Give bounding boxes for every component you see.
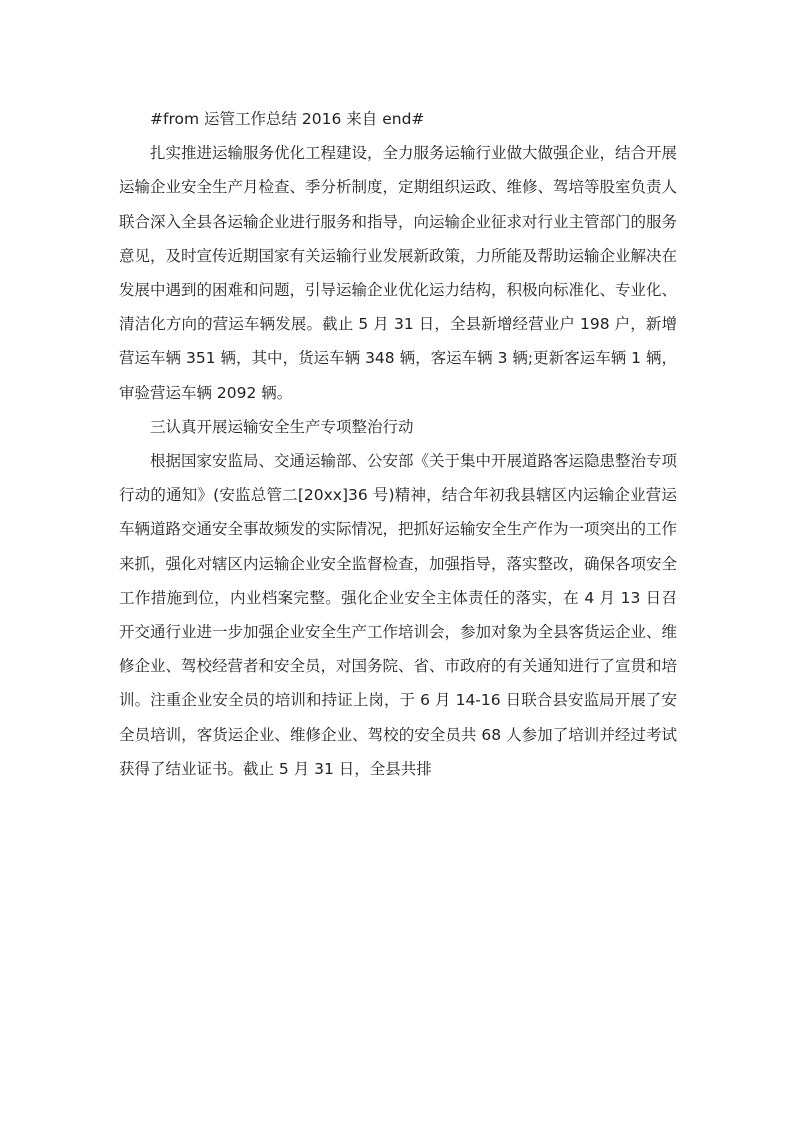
paragraph-transport-service: 扎实推进运输服务优化工程建设，全力服务运输行业做大做强企业，结合开展运输企业安全生产月检查、季分析制度，定期组织运政、维修、驾培等股室负责人联合深入全县各运输企业进行服务和指导，向运输企业征求对行业主管部门的服务意见，及时宣传近期国家有关运输行业发展新政策，力所能及帮助运输企业解决在发展中遇到的困难和问题，引导运输企业优化运力结构，积极向标准化、专业化、清洁化方向的营运车辆发展。截止 5 月 31 日，全县新增经营业户 198 户，新增营运车辆 351 辆，其中，货运车辆 348 辆，客运车辆 3 辆;更新客运车辆 1 辆，审验营运车辆 2092 辆。: [119, 144, 678, 402]
document-body: [119, 102, 677, 786]
section-heading-safety: 三认真开展运输安全生产专项整治行动: [150, 417, 414, 436]
paragraph-safety-rectification: 根据国家安监局、交通运输部、公安部《关于集中开展道路客运隐患整治专项行动的通知》(安监总管二[20xx]36 号)精神，结合年初我县辖区内运输企业营运车辆道路交通安全事故频发的实际情况，把抓好运输安全生产作为一项突出的工作来抓，强化对辖区内运输企业安全监督检查，加强指导，落实整改，确保各项安全工作措施到位，内业档案完整。强化企业安全主体责任的落实，在 4 月 13 日召开交通行业进一步加强企业安全生产工作培训会，参加对象为全县客货运企业、维修企业、驾校经营者和安全员，对国务院、省、市政府的有关通知进行了宣贯和培训。注重企业安全员的培训和持证上岗，于 6 月 14-16 日联合县安监局开展了安全员培训，客货运企业、维修企业、驾校的安全员共 68 人参加了培训并经过考试获得了结业证书。截止 5 月 31 日，全县共排: [119, 452, 678, 778]
source-line: #from 运管工作总结 2016 来自 end#: [150, 110, 425, 128]
